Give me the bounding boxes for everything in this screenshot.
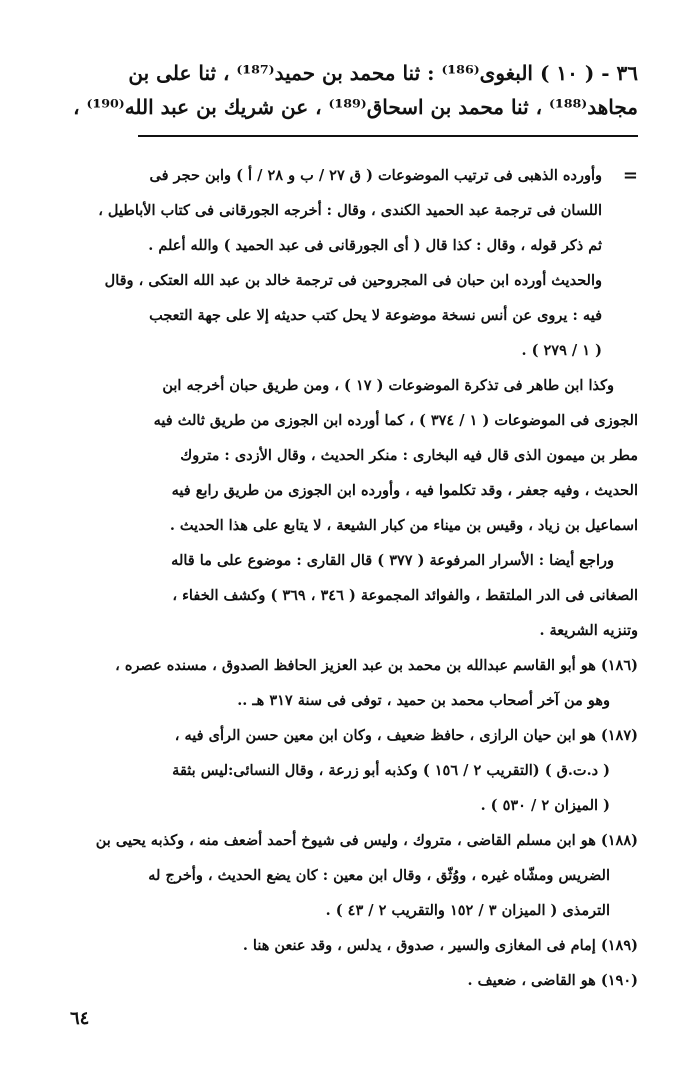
note-line: ( ١ / ٢٧٩ ) . [521, 342, 602, 359]
note-line: الجوزى فى الموضوعات ( ١ / ٣٧٤ ) ، كما أورده ابن الجوزى من طريق ثالث فيه [153, 412, 638, 429]
footnote-186-cont: وهو من آخر أصحاب محمد بن حميد ، توفى فى سنة ٣١٧ هـ .. [237, 692, 610, 709]
note-line: والحديث أورده ابن حبان فى المجروحين فى ترجمة خالد بن عبد الله العتكى ، وقال [104, 272, 602, 289]
footnote-188-cont: الترمذى ( الميزان ٣ / ١٥٢ والتقريب ٢ / ٤٣ ) . [325, 902, 610, 919]
page-number: ٦٤ [70, 1008, 90, 1029]
continuation-paragraph [52, 158, 638, 368]
hadith-line-1: ٣٦ - ( ١٠ ) البغوى⁽¹⁸⁶⁾ : ثنا محمد بن حميد⁽¹⁸⁷⁾ ، ثنا على بن [128, 61, 638, 85]
footnote-186: (١٨٦) هو أبو القاسم عبدالله بن محمد بن عبد العزيز الحافظ الصدوق ، مسنده عصره ، [115, 657, 638, 674]
note-line: وأورده الذهبى فى ترتيب الموضوعات ( ق ٢٧ / ب و ٢٨ / أ ) وابن حجر فى [149, 167, 602, 184]
note-line: وتنزيه الشريعة . [539, 622, 638, 639]
note-line: اسماعيل بن زياد ، وقيس بن ميناء من كبار الشيعة ، لا يتابع على هذا الحديث . [169, 517, 638, 534]
note-line: الصغانى فى الدر الملتقط ، والفوائد المجموعة ( ٣٤٦ ، ٣٦٩ ) وكشف الخفاء ، [172, 587, 638, 604]
hadith-text [52, 56, 638, 124]
separator-rule [138, 135, 638, 137]
note-line: الحديث ، وفيه جعفر ، وقد تكلموا فيه ، وأورده ابن الجوزى من طريق رابع فيه [171, 482, 638, 499]
footnote-188: (١٨٨) هو ابن مسلم القاضى ، متروك ، وليس فى شيوخ أحمد أضعف منه ، وكذبه يحيى بن [95, 832, 638, 849]
continuation-mark: = [622, 165, 638, 186]
note-line: مطر بن ميمون الذى قال فيه البخارى : منكر الحديث ، وقال الأزدى : متروك [180, 447, 638, 464]
footnote-187-cont: ( د.ت.ق ) (التقريب ٢ / ١٥٦ ) وكذبه أبو زرعة ، وقال النسائى:ليس بثقة [172, 762, 610, 779]
note-line: وكذا ابن طاهر فى تذكرة الموضوعات ( ١٧ ) ، ومن طريق حبان أخرجه ابن [162, 377, 614, 394]
note-line: فيه : يروى عن أنس نسخة موضوعة لا يحل كتب حديثه إلا على جهة التعجب [149, 307, 602, 324]
note-line: ثم ذكر قوله ، وقال : كذا قال ( أى الجورقانى فى عبد الحميد ) والله أعلم . [148, 237, 602, 254]
note-line: اللسان فى ترجمة عبد الحميد الكندى ، وقال : أخرجه الجورقانى فى كتاب الأباطيل ، [98, 202, 602, 219]
footnote-187-cont: ( الميزان ٢ / ٥٣٠ ) . [480, 797, 610, 814]
note-line: وراجع أيضا : الأسرار المرفوعة ( ٣٧٧ ) قال القارى : موضوع على ما قاله [171, 552, 614, 569]
footnote-189: (١٨٩) إمام فى المغازى والسير ، صدوق ، يدلس ، وقد عنعن هنا . [242, 937, 638, 954]
footnote-188-cont: الضريس ومشّاه غيره ، ووُثّق ، وقال ابن معين : كان يضع الحديث ، وأخرج له [148, 867, 610, 884]
footnote-187: (١٨٧) هو ابن حيان الرازى ، حافظ ضعيف ، وكان ابن معين حسن الرأى فيه ، [174, 727, 638, 744]
footnote-190: (١٩٠) هو القاضى ، ضعيف . [467, 972, 638, 989]
hadith-line-2: مجاهد⁽¹⁸⁸⁾ ، ثنا محمد بن اسحاق⁽¹⁸⁹⁾ ، عن شريك بن عبد الله⁽¹⁹⁰⁾ ، [73, 95, 638, 119]
footnotes [52, 158, 638, 998]
